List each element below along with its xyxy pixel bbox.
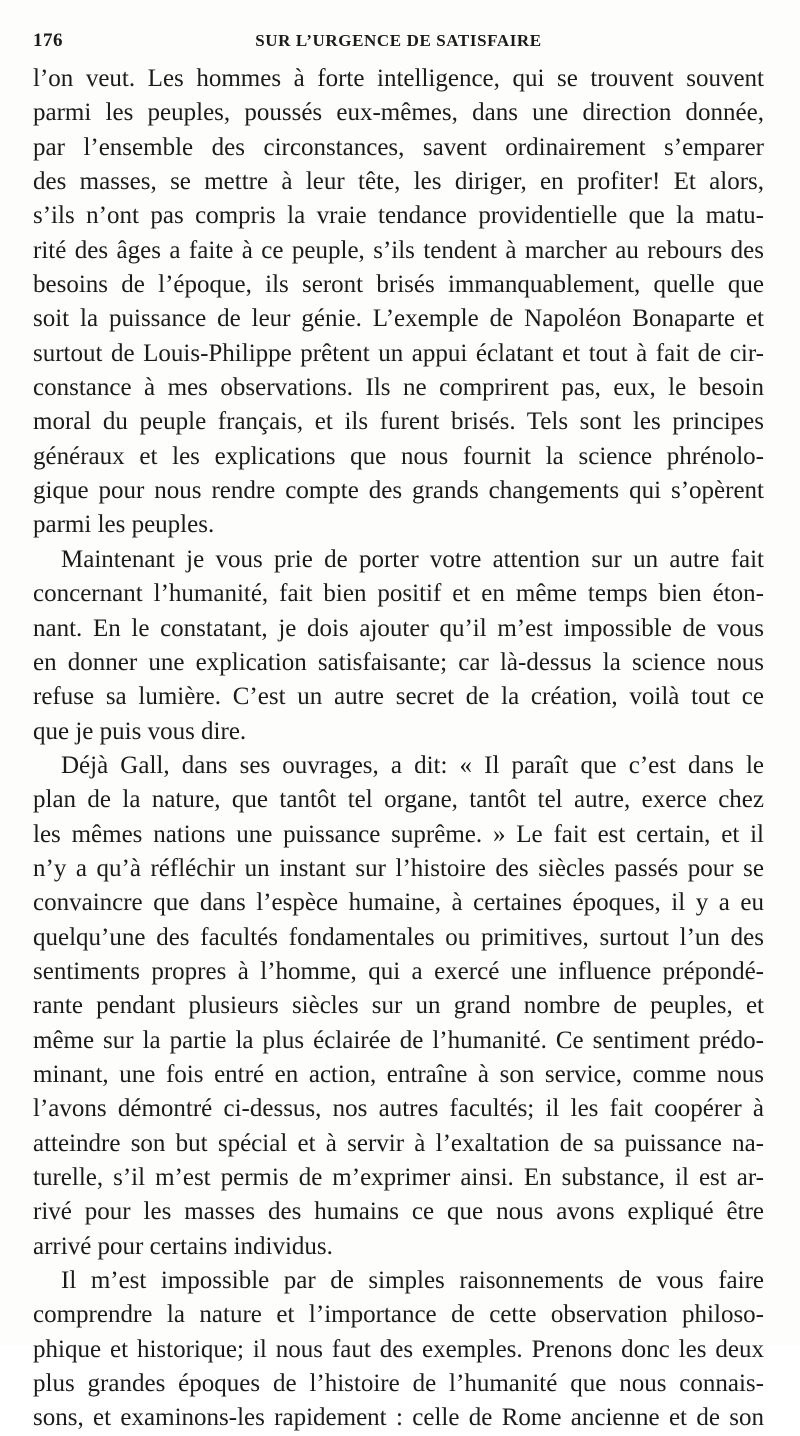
text-line: plan de la nature, que tantôt tel organe, tantôt tel autre, exerce chez (33, 786, 764, 814)
text-line: gique pour nous rendre compte des grands changements qui s’opèrent (33, 477, 764, 505)
text-line: atteindre son but spécial et à servir à l’exaltation de sa puissance na- (33, 1129, 764, 1157)
text-line: surtout de Louis-Philippe prêtent un appui éclatant et tout à fait de cir- (33, 339, 764, 367)
text-line: l’on veut. Les hommes à forte intelligence, qui se trouvent souvent (33, 65, 764, 92)
text-line: des masses, se mettre à leur tête, les diriger, en profiter! Et alors, (33, 168, 764, 196)
text-line: sentiments propres à l’homme, qui a exercé une influence prépondé- (33, 957, 764, 985)
text-line: rité des âges a faite à ce peuple, s’ils tendent à marcher au rebours des (33, 236, 764, 264)
text-line: quelqu’une des facultés fondamentales ou primitives, surtout l’un des (33, 923, 764, 951)
text-line: concernant l’humanité, fait bien positif et en même temps bien éton- (33, 580, 764, 608)
text-line: même sur la partie la plus éclairée de l’humanité. Ce sentiment prédo- (33, 1026, 764, 1054)
running-head (33, 30, 764, 56)
text-line: arrivé pour certains individus. (33, 1232, 333, 1260)
text-line: rante pendant plusieurs siècles sur un grand nombre de peuples, et (33, 992, 764, 1020)
page-number: 176 (33, 30, 63, 51)
text-line: convaincre que dans l’espèce humaine, à certaines époques, il y a eu (33, 889, 764, 917)
text-line: parmi les peuples. (33, 511, 215, 539)
text-line: refuse sa lumière. C’est un autre secret de la création, voilà tout ce (33, 683, 764, 711)
running-title: SUR L’URGENCE DE SATISFAIRE (255, 31, 542, 50)
body-text (33, 62, 764, 1436)
text-line: s’ils n’ont pas compris la vraie tendance providentielle que la matu- (33, 202, 764, 230)
text-line: soit la puissance de leur génie. L’exemple de Napoléon Bonaparte et (33, 305, 764, 333)
text-line: Déjà Gall, dans ses ouvrages, a dit: « Il paraît que c’est dans le (61, 751, 764, 779)
text-line: nant. En le constatant, je dois ajouter qu’il m’est impossible de vous (33, 614, 764, 642)
text-line: sons, et examinons-les rapidement : celle de Rome ancienne et de son (33, 1404, 764, 1432)
text-line: moral du peuple français, et ils furent brisés. Tels sont les principes (33, 408, 764, 436)
text-line: par l’ensemble des circonstances, savent ordinairement s’emparer (33, 133, 764, 161)
text-line: Il m’est impossible par de simples raisonnements de vous faire (61, 1267, 764, 1295)
text-line: minant, une fois entré en action, entraîne à son service, comme nous (33, 1060, 764, 1088)
text-line: Maintenant je vous prie de porter votre attention sur un autre fait (61, 545, 764, 573)
text-line: en donner une explication satisfaisante; car là-dessus la science nous (33, 648, 764, 676)
text-line: généraux et les explications que nous fournit la science phrénolo- (33, 442, 764, 470)
text-line: que je puis vous dire. (33, 717, 247, 745)
text-line: plus grandes époques de l’histoire de l’humanité que nous connais- (33, 1370, 764, 1398)
text-line: constance à mes observations. Ils ne comprirent pas, eux, le besoin (33, 374, 764, 402)
text-line: turelle, s’il m’est permis de m’exprimer ainsi. En substance, il est ar- (33, 1164, 764, 1191)
text-line: phique et historique; il nous faut des exemples. Prenons donc les deux (33, 1335, 764, 1363)
text-line: l’avons démontré ci-dessus, nos autres facultés; il les fait coopérer à (33, 1095, 764, 1123)
text-line: besoins de l’époque, ils seront brisés immanquablement, quelle que (33, 271, 764, 299)
text-line: parmi les peuples, poussés eux-mêmes, dans une direction donnée, (33, 99, 764, 127)
text-line: les mêmes nations une puissance suprême. » Le fait est certain, et il (33, 820, 764, 848)
text-line: comprendre la nature et l’importance de cette observation philoso- (33, 1301, 764, 1329)
text-line: n’y a qu’à réfléchir un instant sur l’histoire des siècles passés pour se (33, 854, 764, 882)
text-line: rivé pour les masses des humains ce que nous avons expliqué être (33, 1198, 764, 1226)
